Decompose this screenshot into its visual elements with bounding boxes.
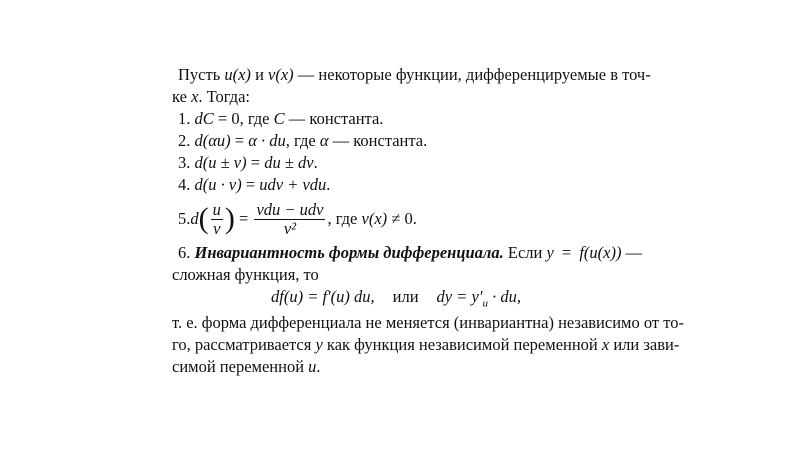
text: = [230, 131, 249, 150]
math: dC [194, 109, 214, 128]
math: u(x) [224, 65, 251, 84]
math: y [546, 243, 554, 262]
text: . [316, 357, 321, 376]
denominator: v [213, 218, 221, 238]
rule-number: 1. [178, 109, 195, 128]
math: v(x) [268, 65, 294, 84]
rule-number: 6. [178, 243, 195, 262]
math: d(u ± v) [194, 153, 247, 172]
math: udv + vdu [259, 175, 327, 194]
text: ке [172, 87, 192, 106]
rule-2 [172, 130, 642, 152]
rule-number: 5. [178, 209, 191, 228]
rule-number: 2. [178, 131, 195, 150]
rule-3 [172, 152, 642, 174]
math: y [315, 335, 323, 354]
left-paren: ( [198, 202, 209, 235]
formula-right: dy = y′ [436, 287, 483, 306]
equals: = [557, 243, 576, 262]
text: . [326, 175, 331, 194]
math: x [601, 335, 610, 354]
paragraph-7-line-1: т. е. форма дифференциала не меняется (инвариантна) независимо от то- [172, 313, 684, 332]
section-title: Инвариантность формы дифференциала. [194, 243, 504, 262]
rule-4 [172, 174, 642, 196]
text: — [625, 243, 642, 262]
text: Если [503, 243, 547, 262]
formula-right-tail: · du, [487, 287, 521, 306]
paragraph-7-line-2 [172, 334, 680, 356]
text: — константа. [328, 131, 428, 150]
math: x [191, 87, 199, 106]
math: α · du [248, 131, 286, 150]
intro-line-1 [172, 64, 651, 86]
text: , где [327, 209, 362, 228]
math: d(αu) [194, 131, 231, 150]
math: du ± dv [264, 153, 314, 172]
text: . Тогда: [198, 87, 250, 106]
text: — константа. [284, 109, 384, 128]
denominator: v² [283, 218, 297, 238]
math: u [308, 357, 317, 376]
math: d(u · v) [194, 175, 242, 194]
text: симой переменной [172, 357, 309, 376]
math: α [319, 131, 329, 150]
rule-5 [172, 196, 642, 242]
invariance-formula [172, 286, 642, 312]
text: = 0, где [213, 109, 274, 128]
text: — некоторые функции, дифференцируемые в точ- [293, 65, 651, 84]
rule-1 [172, 108, 642, 130]
paragraph-7-line-3 [172, 356, 642, 378]
text: как функция независимой переменной [322, 335, 602, 354]
fraction-quotient-rule [254, 201, 325, 238]
formula-or: или [392, 287, 419, 306]
subscript: u [482, 297, 488, 310]
right-paren: ) [224, 202, 235, 235]
formula-left: df(u) = f′(u) du, [271, 287, 375, 306]
equals: = [234, 209, 253, 228]
paragraph-6-line-1 [172, 242, 642, 264]
text: Пусть [178, 65, 225, 84]
intro-line-2 [172, 86, 642, 108]
math: f(u(x)) [579, 243, 622, 262]
text: и [250, 65, 269, 84]
text: го, рассматривается [172, 335, 316, 354]
text: или зави- [609, 335, 680, 354]
rule-number: 3. [178, 153, 195, 172]
text: = [246, 153, 265, 172]
text: , где [285, 131, 320, 150]
math: C [273, 109, 285, 128]
math: d [190, 209, 199, 228]
document-text [172, 64, 684, 378]
paragraph-6-line-2: сложная функция, то [172, 265, 319, 284]
text: = [241, 175, 260, 194]
text: ≠ 0. [387, 209, 417, 228]
rule-number: 4. [178, 175, 195, 194]
math: v(x) [361, 209, 388, 228]
fraction-u-over-v [211, 201, 223, 238]
numerator: u [212, 199, 221, 219]
numerator: vdu − udv [256, 199, 324, 219]
text: . [313, 153, 318, 172]
